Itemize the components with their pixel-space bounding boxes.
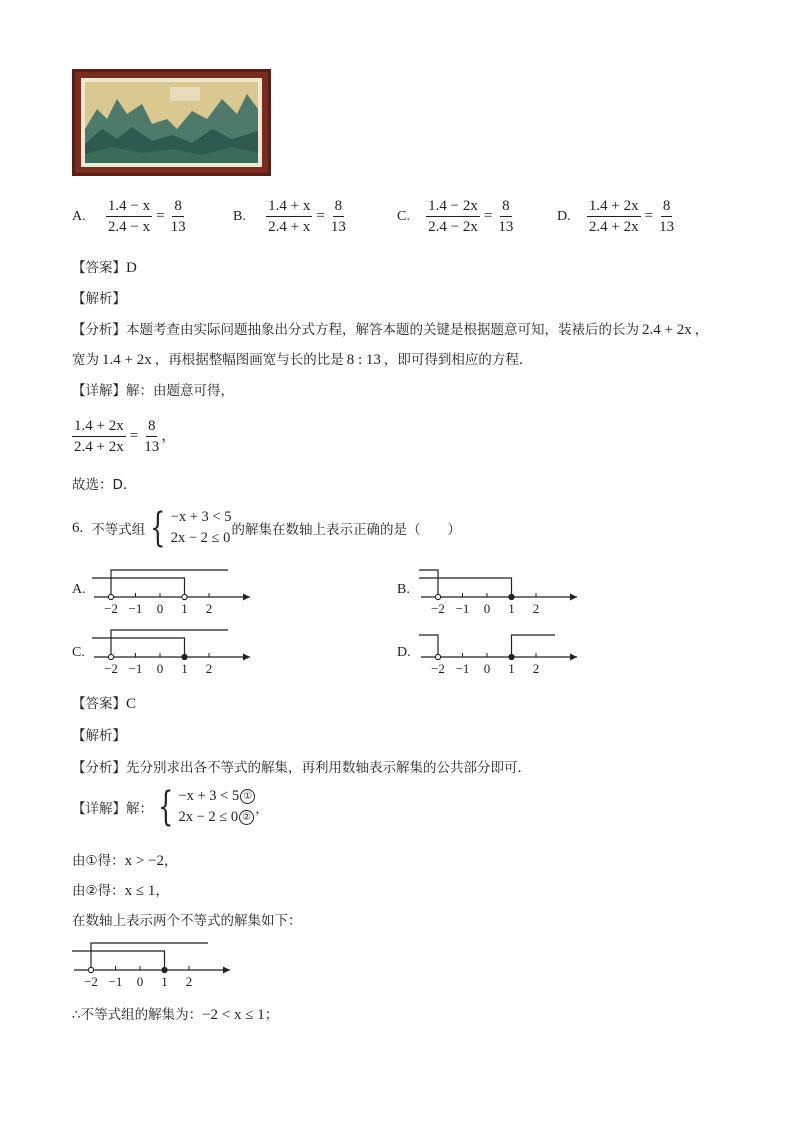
axis-arrow-icon <box>243 594 250 601</box>
q6-xiangjie: 【详解】 解： { −x + 3 < 5 ① 2x − 2 ≤ 0 ② ， <box>72 784 269 830</box>
tick-label: 0 <box>483 661 491 676</box>
option-fraction-right: $\frac{8}{13}$ <box>170 198 186 235</box>
tick-label: 1 <box>181 661 188 676</box>
answer-label: 【答案】 <box>72 260 126 276</box>
open-endpoint <box>108 654 113 659</box>
number-line-solution[interactable] <box>68 938 248 990</box>
closed-endpoint <box>182 654 187 659</box>
tick-label: −2 <box>431 661 445 676</box>
solution-ray <box>111 630 228 657</box>
tick-label: 0 <box>156 661 164 676</box>
axis-arrow-icon <box>243 654 250 661</box>
circled-two: ② <box>239 810 254 825</box>
option-c[interactable]: C. $\frac{1.4 - 2x}{2.4 - 2x}$ = $\frac{8}{13}$ <box>397 198 514 235</box>
tick-label: −2 <box>431 601 445 616</box>
tick-label: 2 <box>185 974 193 989</box>
q6-conclusion: ∴不等式组的解集为：−2 < x ≤ 1； <box>72 1007 279 1023</box>
solution-ray <box>92 578 185 597</box>
solution-ray <box>91 943 208 970</box>
q6-step2: 由②得：x ≤ 1， <box>72 883 169 899</box>
tick-label: 1 <box>508 601 515 616</box>
tick-label: 2 <box>205 661 213 676</box>
tick-label: 1 <box>181 601 188 616</box>
open-endpoint <box>435 654 440 659</box>
option-fraction-left: $\frac{1.4 + 2x}{2.4 + 2x}$ <box>588 198 639 235</box>
option-fraction-left: $\frac{1.4 - 2x}{2.4 - 2x}$ <box>428 198 478 235</box>
tick-label: −2 <box>104 661 118 676</box>
q6-answer: 【答案】C <box>72 696 137 712</box>
solution-ray <box>92 638 185 657</box>
tick-label: −2 <box>84 974 98 989</box>
q6-stem: 6. 不等式组 { −x + 3 < 5 2x − 2 ≤ 0 的解集在数轴上表示正确的是（ ） <box>72 505 461 551</box>
option-fraction-right: $\frac{8}{13}$ <box>330 198 346 235</box>
option-fraction-right: $\frac{8}{13}$ <box>498 198 514 235</box>
number-line-c[interactable] <box>88 625 268 677</box>
tick-label: 1 <box>508 661 515 676</box>
closed-endpoint <box>162 967 167 972</box>
solution-ray <box>72 951 165 970</box>
q5-jiexi-label: 【解析】 <box>72 291 126 307</box>
tick-label: −1 <box>108 974 123 989</box>
option-fraction-left: $\frac{1.4 + x}{2.4 + x}$ <box>268 198 311 235</box>
option-a-letter[interactable]: A. <box>72 582 86 597</box>
tick-label: 0 <box>156 601 164 616</box>
q6-jiexi-label: 【解析】 <box>72 728 126 744</box>
tick-label: 0 <box>136 974 144 989</box>
landscape-painting <box>72 69 271 176</box>
option-letter: B. <box>233 208 246 224</box>
option-letter: A. <box>72 208 86 224</box>
option-letter: D. <box>557 208 571 224</box>
q5-fenxi-line2: 宽为 1.4 + 2x ，再根据整幅图画宽与长的比是 8 : 13 ，即可得到相应的方程． <box>72 352 533 368</box>
solution-ray <box>111 570 228 597</box>
option-d[interactable]: D. $\frac{1.4 + 2x}{2.4 + 2x}$ = $\frac{8}{13}$ <box>557 198 675 235</box>
circled-one: ① <box>240 789 255 804</box>
q6-step3: 在数轴上表示两个不等式的解集如下： <box>72 913 302 929</box>
option-b[interactable]: B. $\frac{1.4 + x}{2.4 + x}$ = $\frac{8}{13}$ <box>233 198 346 235</box>
open-endpoint <box>182 594 187 599</box>
tick-label: −1 <box>128 661 143 676</box>
solution-ray <box>419 578 512 597</box>
framed-painting-image <box>72 69 271 176</box>
tick-label: −2 <box>104 601 118 616</box>
tick-label: 0 <box>483 601 491 616</box>
axis-arrow-icon <box>570 594 577 601</box>
q5-xiangjie: 【详解】解：由题意可得， <box>72 383 234 399</box>
tick-label: 1 <box>161 974 168 989</box>
open-endpoint <box>88 967 93 972</box>
q5-fenxi-line1: 【分析】本题考查由实际问题抽象出分式方程，解答本题的关键是根据题意可知，装裱后的长为 2.4 + 2x ， <box>72 322 709 338</box>
inequality-system: { −x + 3 < 5 2x − 2 ≤ 0 <box>150 505 232 551</box>
q5-answer <box>72 256 137 277</box>
solution-ray <box>512 635 556 657</box>
option-d-letter[interactable]: D. <box>397 645 411 660</box>
solution-ray <box>419 570 438 597</box>
option-letter: C. <box>397 208 410 224</box>
option-fraction-right: $\frac{8}{13}$ <box>659 198 675 235</box>
option-c-letter[interactable]: C. <box>72 645 85 660</box>
q5-equation: $\frac{1.4 + 2x}{2.4 + 2x}$ = $\frac{8}{13}$ ， <box>74 418 177 455</box>
q6-step1: 由①得：x > −2， <box>72 853 178 869</box>
tick-label: 2 <box>532 601 540 616</box>
tick-label: 2 <box>205 601 213 616</box>
answer-value: D <box>126 260 137 276</box>
q6-fenxi: 【分析】先分别求出各不等式的解集，再利用数轴表示解集的公共部分即可． <box>72 760 531 776</box>
closed-endpoint <box>509 594 514 599</box>
tick-label: −1 <box>455 661 470 676</box>
axis-arrow-icon <box>570 654 577 661</box>
open-endpoint <box>435 594 440 599</box>
question-number: 6. <box>72 519 84 536</box>
closed-endpoint <box>509 654 514 659</box>
tick-label: −1 <box>128 601 143 616</box>
number-line-a[interactable] <box>88 565 268 617</box>
q5-guxuan: 故选：D． <box>72 477 137 493</box>
solution-ray <box>419 635 438 657</box>
open-endpoint <box>108 594 113 599</box>
option-a[interactable]: A. $\frac{1.4 - x}{2.4 - x}$ = $\frac{8}{13}$ <box>72 198 186 235</box>
tick-label: −1 <box>455 601 470 616</box>
option-b-letter[interactable]: B. <box>397 582 410 597</box>
axis-arrow-icon <box>223 967 230 974</box>
option-fraction-left: $\frac{1.4 - x}{2.4 - x}$ <box>107 198 151 235</box>
number-line-d[interactable] <box>415 625 595 677</box>
tick-label: 2 <box>532 661 540 676</box>
number-line-b[interactable] <box>415 565 595 617</box>
